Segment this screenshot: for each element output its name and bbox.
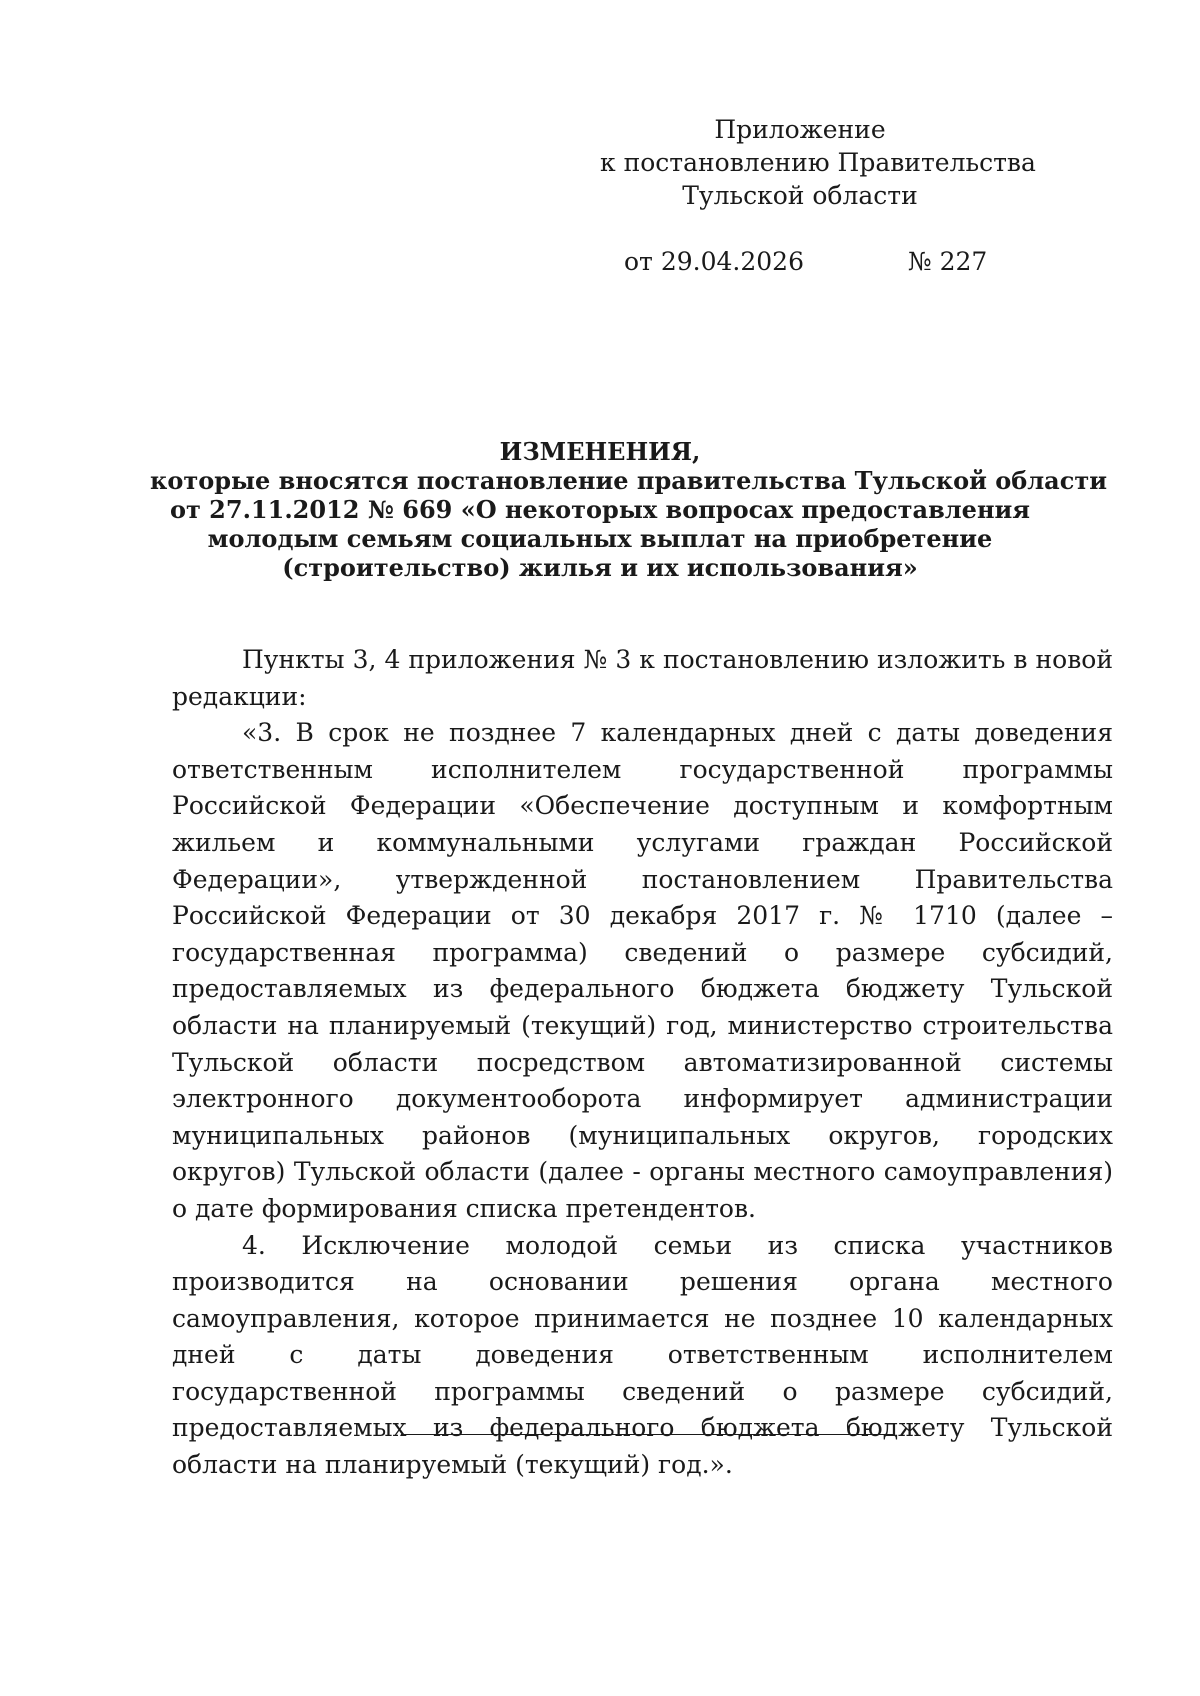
title-line-4: (строительство) жилья и их использования»	[282, 553, 918, 582]
point-3-paragraph: «3. В срок не позднее 7 календарных дней с даты доведения ответственным исполнителем государственной программы Российской Федерации «Обеспечение доступным и комфортным жильем и коммунальными услугами граждан Российской Федерации», утвержденной постановлением Правительства Российской Федерации от 30 декабря 2017 г. № 1710 (далее – государственная программа) сведений о размере субсидий, предоставляемых из федерального бюджета бюджету Тульской области на планируемый (текущий) год, министерство строительства Тульской области посредством автоматизированной системы электронного документооборота информирует администрации муниципальных районов (муниципальных округов, городских округов) Тульской области (далее - органы местного самоуправления) о дате формирования списка претендентов.	[172, 718, 1113, 1223]
point-4-paragraph: 4. Исключение молодой семьи из списка участников производится на основании решения органа местного самоуправления, которое принимается не позднее 10 календарных дней с даты доведения ответственным исполнителем государственной программы сведений о размере субсидий, предоставляемых из федерального бюджета бюджету Тульской области на планируемый (текущий) год.».	[172, 1230, 1113, 1480]
document-body	[172, 642, 1113, 1484]
title-line-3: молодым семьям социальных выплат на приобретение	[207, 524, 993, 553]
appendix-line-2: к постановлению Правительства	[600, 148, 1036, 177]
closing-separator-line	[401, 1434, 893, 1435]
document-title	[150, 437, 1107, 582]
title-heading: ИЗМЕНЕНИЯ,	[499, 437, 701, 466]
intro-paragraph: Пункты 3, 4 приложения № 3 к постановлению изложить в новой редакции:	[172, 645, 1113, 711]
title-line-2: от 27.11.2012 № 669 «О некоторых вопросах предоставления	[169, 495, 1031, 524]
document-number: № 227	[908, 247, 988, 276]
appendix-line-1: Приложение	[714, 115, 886, 144]
appendix-line-3: Тульской области	[682, 181, 918, 210]
document-date: от 29.04.2026	[624, 247, 804, 276]
title-line-1: которые вносятся постановление правительства Тульской области	[150, 466, 1107, 495]
appendix-header	[600, 113, 1036, 212]
